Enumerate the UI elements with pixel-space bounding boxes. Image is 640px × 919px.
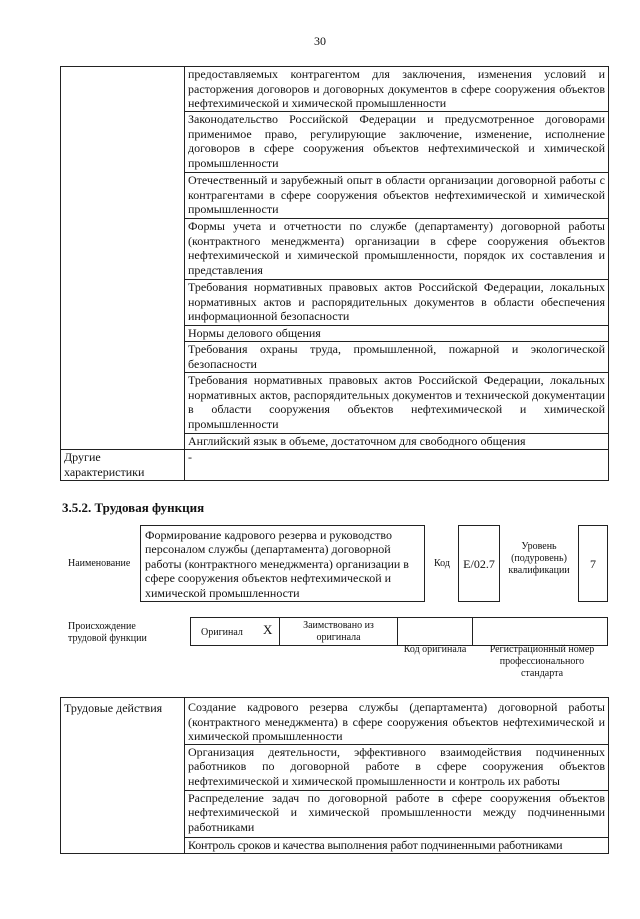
function-name-value: Формирование кадрового резерва и руководство персоналом службы (департамента) договорной работы (контрактного менеджмента) организации в сфере сооружения объектов нефтехимической и химической промышленности (145, 528, 409, 600)
origin-original-label: Оригинал (201, 627, 243, 638)
table-cell: предоставляемых контрагентом для заключения, изменения условий и расторжения договоров и договорных документов в сфере сооружения объектов нефтехимической и химической промышленности (185, 67, 609, 112)
table-cell: Организация деятельности, эффективного взаимодействия подчиненных работников по договорной работе в сфере сооружения объектов нефтехимической и химической промышленности и контроль их работы (185, 744, 609, 790)
table-cell: Требования нормативных правовых актов Российской Федерации, локальных нормативных актов и распорядительных документов в области обеспечения информационной безопасности (185, 280, 609, 326)
function-name-box (140, 525, 425, 602)
function-code-box (458, 525, 500, 602)
origin-reg-cell (472, 617, 608, 646)
table-row (61, 698, 609, 745)
name-label: Наименование (68, 558, 131, 569)
table-row (61, 450, 609, 481)
table-cell: Нормы делового общения (185, 326, 609, 342)
origin-original-cell (190, 617, 280, 646)
origin-borrowed-label: Заимствовано из оригинала (303, 620, 374, 643)
origin-label: Происхождение трудовой функции (68, 621, 147, 644)
level-value-box (578, 525, 608, 602)
origin-code-caption: Код оригинала (403, 644, 467, 655)
section-title: 3.5.2. Трудовая функция (62, 500, 205, 515)
origin-borrowed-cell (279, 617, 398, 646)
table-cell: Законодательство Российской Федерации и предусмотренное договорами применимое право, регулирующие заключение, изменение, исполнение договоров в сфере сооружения объектов нефтехимической и химической промышленности (185, 112, 609, 173)
table-cell: - (185, 450, 609, 481)
origin-code-cell (397, 617, 473, 646)
actions-label: Трудовые действия (61, 698, 185, 854)
table-cell: Создание кадрового резерва службы (департамента) договорной работы (контрактного менеджмента) в сфере сооружения объектов нефтехимической и химической промышленности (185, 698, 609, 745)
table-cell: Английский язык в объеме, достаточном для свободного общения (185, 434, 609, 450)
table-cell: Требования охраны труда, промышленной, пожарной и экологической безопасности (185, 342, 609, 373)
table-cell: Контроль сроков и качества выполнения работ подчиненными работниками (185, 837, 609, 853)
level-value: 7 (590, 557, 596, 571)
table-row (61, 67, 609, 112)
table-cell: Распределение задач по договорной работе в сфере сооружения объектов нефтехимической и химической промышленности между подчиненными работниками (185, 790, 609, 837)
table-row-label: Другие характеристики (61, 450, 185, 481)
table-cell: Требования нормативных правовых актов Российской Федерации, локальных нормативных актов, распорядительных документов и технической документации в области сооружения объектов нефтехимической и химической промышленности (185, 373, 609, 434)
table-cell: Отечественный и зарубежный опыт в области организации договорной работы с контрагентами в сфере сооружения объектов нефтехимической и химической промышленности (185, 173, 609, 219)
actions-table (60, 697, 609, 854)
origin-original-mark: X (263, 622, 273, 637)
origin-reg-caption: Регистрационный номер профессионального стандарта (489, 644, 595, 679)
level-label: Уровень (подуровень) квалификации (508, 541, 570, 576)
table-cell: Формы учета и отчетности по службе (департаменту) договорной работы (контрактного менеджмента) организации в сфере сооружения объектов нефтехимической и химической промышленности, порядок их составления и представления (185, 219, 609, 280)
knowledge-table (60, 66, 609, 481)
code-label: Код (434, 558, 450, 569)
page-number: 30 (314, 34, 326, 48)
function-code-value: E/02.7 (463, 557, 495, 571)
table-left-cell-empty (61, 67, 185, 450)
